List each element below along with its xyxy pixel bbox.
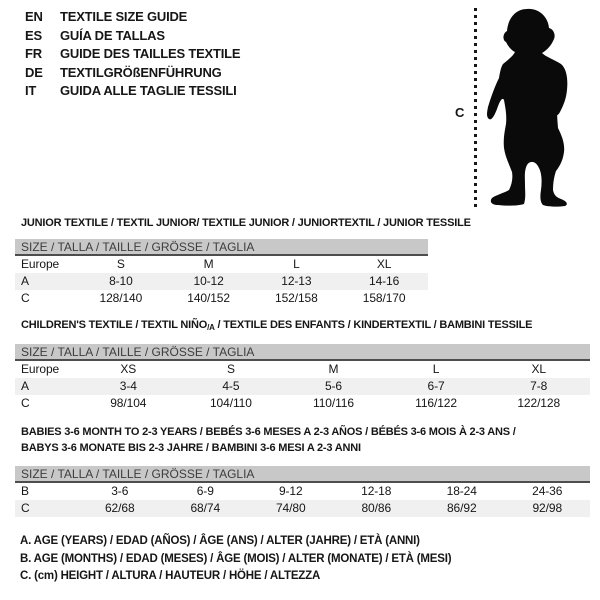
size-cell: 18-24 bbox=[446, 484, 477, 499]
footnote-c: C. (cm) HEIGHT / ALTURA / HAUTEUR / HÖHE / ALTEZZA bbox=[20, 570, 321, 582]
babies-size-table bbox=[15, 483, 590, 517]
size-cell: XL bbox=[531, 362, 546, 377]
size-bar-label: SIZE / TALLA / TAILLE / GRÖSSE / TAGLIA bbox=[21, 345, 255, 359]
row-label: C bbox=[21, 395, 30, 410]
size-cell: L bbox=[293, 257, 300, 272]
lang-row-en bbox=[25, 8, 240, 27]
table-row bbox=[15, 500, 590, 517]
size-header-bar bbox=[15, 466, 590, 483]
lang-label: TEXTILGRÖßENFÜHRUNG bbox=[60, 64, 222, 80]
section-title bbox=[15, 318, 590, 335]
size-cell: 128/140 bbox=[99, 290, 143, 305]
size-cell: 122/128 bbox=[517, 395, 561, 410]
size-cell: 10-12 bbox=[193, 274, 224, 289]
row-label: B bbox=[21, 484, 29, 499]
size-cell: 6-7 bbox=[427, 379, 445, 394]
size-bar-label: SIZE / TALLA / TAILLE / GRÖSSE / TAGLIA bbox=[21, 467, 255, 481]
title-subscript: /A bbox=[207, 323, 215, 332]
size-cell: XS bbox=[120, 362, 137, 377]
title-line-1: BABIES 3-6 MONTH TO 2-3 YEARS / BEBÉS 3-6 MESES A 2-3 AÑOS / BÉBÉS 3-6 MOIS À 2-3 ANS / bbox=[21, 426, 516, 438]
section-title bbox=[15, 424, 590, 456]
size-cell: L bbox=[432, 362, 440, 377]
size-cell: 158/170 bbox=[362, 290, 406, 305]
table-row bbox=[15, 395, 590, 412]
size-cell: 110/116 bbox=[313, 395, 354, 410]
size-cell: 3-6 bbox=[111, 484, 129, 499]
lang-code: FR bbox=[25, 46, 42, 61]
size-cell: 12-13 bbox=[281, 274, 312, 289]
size-cell: 3-4 bbox=[119, 379, 137, 394]
row-label: Europe bbox=[21, 362, 60, 377]
size-cell: 116/122 bbox=[415, 395, 457, 410]
section-junior-textile bbox=[15, 216, 471, 306]
lang-row-es bbox=[25, 27, 240, 46]
lang-label: GUIDE DES TAILLES TEXTILE bbox=[60, 46, 241, 61]
row-label: A bbox=[21, 379, 29, 394]
language-title-list bbox=[25, 8, 240, 101]
section-childrens-textile bbox=[15, 318, 590, 411]
size-cell: XL bbox=[376, 257, 392, 272]
size-cell: S bbox=[116, 257, 125, 272]
lang-code: DE bbox=[25, 64, 43, 80]
lang-row-fr bbox=[25, 45, 240, 64]
lang-row-de bbox=[25, 64, 240, 83]
size-cell: 9-12 bbox=[278, 484, 303, 499]
table-row bbox=[15, 290, 428, 307]
size-cell: 152/158 bbox=[275, 290, 318, 305]
row-label: Europe bbox=[21, 257, 60, 272]
row-label: A bbox=[21, 274, 29, 289]
size-cell: 14-16 bbox=[369, 274, 400, 289]
table-row bbox=[15, 483, 590, 500]
section-babies-textile bbox=[15, 424, 590, 517]
lang-label: GUIDA ALLE TAGLIE TESSILI bbox=[60, 83, 237, 98]
lang-label: GUÍA DE TALLAS bbox=[60, 27, 165, 43]
table-row bbox=[15, 256, 428, 273]
size-cell: 8-10 bbox=[109, 274, 133, 289]
lang-label: TEXTILE SIZE GUIDE bbox=[60, 9, 188, 24]
title-text: / TEXTILE DES ENFANTS / KINDERTEXTIL / BAMBINI TESSILE bbox=[214, 319, 533, 331]
size-cell: 24-36 bbox=[532, 484, 563, 499]
footnote-b: B. AGE (MONTHS) / EDAD (MESES) / ÂGE (MOIS) / ALTER (MONATE) / ETÀ (MESI) bbox=[20, 552, 452, 565]
size-cell: 104/110 bbox=[209, 395, 252, 410]
size-cell: S bbox=[226, 362, 235, 377]
junior-size-table bbox=[15, 256, 428, 306]
lang-code: EN bbox=[25, 9, 43, 24]
title-line-2: BABYS 3-6 MONATE BIS 2-3 JAHRE / BAMBINI 3-6 MESI A 2-3 ANNI bbox=[21, 442, 361, 454]
table-row bbox=[15, 378, 590, 395]
size-cell: 4-5 bbox=[222, 379, 240, 394]
size-cell: 140/152 bbox=[187, 290, 230, 305]
table-row bbox=[15, 273, 428, 290]
legend-footnotes bbox=[20, 533, 451, 586]
row-label: C bbox=[21, 501, 30, 516]
size-cell: 6-9 bbox=[196, 484, 214, 499]
height-dotted-line bbox=[474, 8, 477, 210]
size-cell: M bbox=[203, 257, 214, 272]
title-text: CHILDREN'S TEXTILE / TEXTIL NIÑO bbox=[21, 319, 208, 331]
children-size-table bbox=[15, 361, 590, 411]
size-cell: 68/74 bbox=[190, 501, 221, 516]
row-label: C bbox=[21, 290, 30, 305]
size-cell: 80/86 bbox=[361, 501, 392, 516]
size-cell: 74/80 bbox=[275, 501, 306, 516]
size-cell: 12-18 bbox=[361, 484, 392, 499]
height-measure-label: C bbox=[455, 105, 465, 120]
size-cell: 98/104 bbox=[110, 395, 147, 410]
footnote-a: A. AGE (YEARS) / EDAD (AÑOS) / ÂGE (ANS) / ALTER (JAHRE) / ETÀ (ANNI) bbox=[20, 535, 420, 547]
size-cell: 7-8 bbox=[530, 379, 548, 394]
size-cell: 5-6 bbox=[324, 379, 342, 394]
size-cell: 92/98 bbox=[532, 501, 563, 516]
size-header-bar bbox=[15, 344, 590, 361]
table-row bbox=[15, 361, 590, 378]
section-title: JUNIOR TEXTILE / TEXTIL JUNIOR/ TEXTILE JUNIOR / JUNIORTEXTIL / JUNIOR TESSILE bbox=[21, 217, 471, 229]
size-bar-label: SIZE / TALLA / TAILLE / GRÖSSE / TAGLIA bbox=[21, 240, 255, 254]
baby-silhouette bbox=[482, 6, 594, 208]
size-cell: 86/92 bbox=[446, 501, 477, 516]
size-cell: 62/68 bbox=[104, 501, 135, 516]
lang-code: ES bbox=[25, 27, 42, 43]
lang-code: IT bbox=[25, 83, 37, 98]
lang-row-it bbox=[25, 82, 240, 101]
size-cell: M bbox=[328, 362, 339, 377]
size-header-bar bbox=[15, 239, 428, 256]
